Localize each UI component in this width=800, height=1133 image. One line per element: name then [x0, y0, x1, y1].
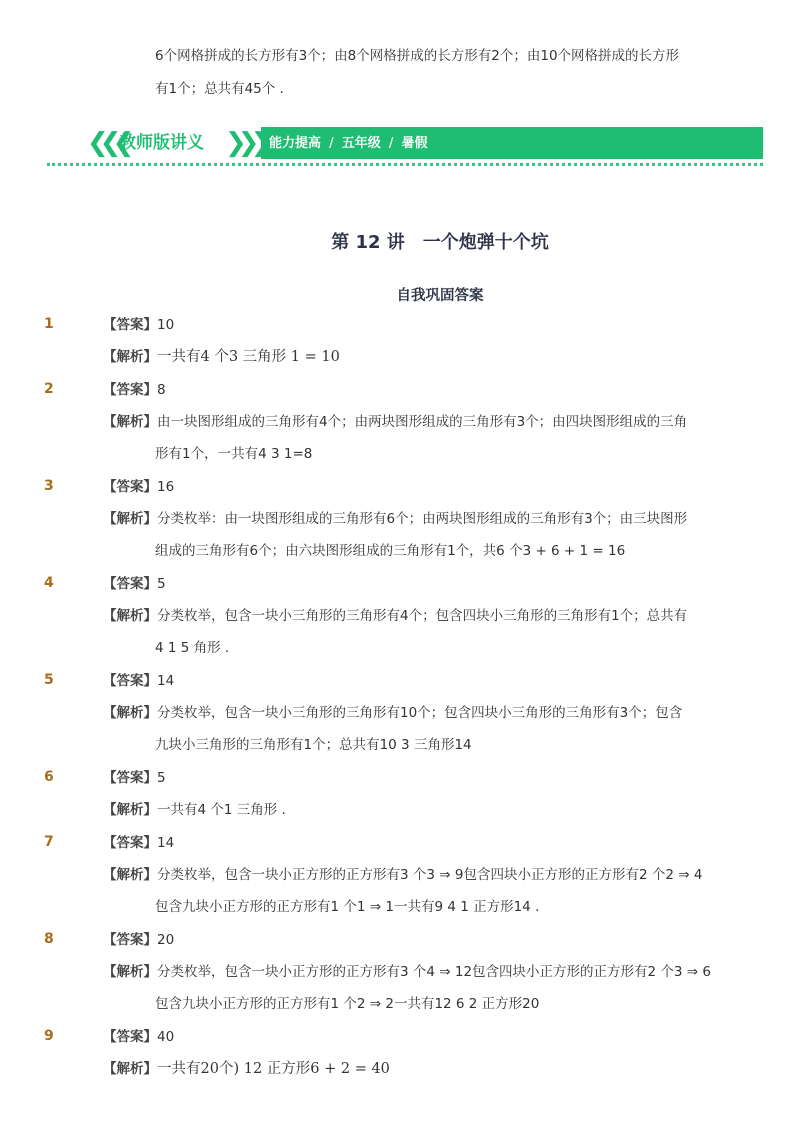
analysis-continuation: 九块小三角形的三角形有1个；总共有10 3 三角形14 [155, 737, 472, 753]
analysis-row [103, 956, 723, 988]
double-chevron-right-icon: ❯❯❯ [225, 128, 264, 158]
answer-tag: 【答案】 [103, 317, 157, 333]
analysis-text: 分类枚举，包含一块小正方形的正方形有3 个3 ⇒ 9包含四块小正方形的正方形有2 个2 ⇒ 4 [157, 867, 703, 883]
analysis-tag: 【解析】 [103, 349, 157, 365]
answer-value: 5 [157, 770, 166, 786]
question-number: 2 [44, 381, 54, 397]
answer-row [103, 309, 723, 341]
analysis-tag: 【解析】 [103, 705, 157, 721]
breadcrumb-separator: / [329, 136, 334, 151]
intro-line-1: 6个网格拼成的长方形有3个；由8个网格拼成的长方形有2个；由10个网格拼成的长方形 [155, 48, 680, 64]
section-title: 自我巩固答案 [396, 288, 484, 304]
breadcrumb [269, 135, 428, 153]
analysis-text: 分类枚举，包含一块小三角形的三角形有4个；包含四块小三角形的三角形有1个；总共有 [157, 608, 688, 624]
analysis-tag: 【解析】 [103, 1061, 157, 1077]
question-number: 5 [44, 672, 54, 688]
analysis-row [103, 1053, 723, 1085]
answer-tag: 【答案】 [103, 1029, 157, 1045]
analysis-continuation: 4 1 5 角形 . [155, 640, 230, 656]
analysis-tag: 【解析】 [103, 511, 157, 527]
answer-row [103, 827, 723, 859]
answer-tag: 【答案】 [103, 770, 157, 786]
banner-brand: 教师版讲义 [119, 133, 204, 153]
analysis-text: 一共有4 个1 三角形 . [157, 802, 286, 818]
answer-value: 20 [157, 932, 175, 948]
answer-tag: 【答案】 [103, 576, 157, 592]
question-number: 6 [44, 769, 54, 785]
breadcrumb-item: 暑假 [401, 136, 428, 151]
answer-value: 10 [157, 317, 175, 333]
question-number: 4 [44, 575, 54, 591]
answer-row [103, 1021, 723, 1053]
analysis-continuation: 包含九块小正方形的正方形有1 个1 ⇒ 1一共有9 4 1 正方形14 . [155, 899, 540, 915]
analysis-tag: 【解析】 [103, 964, 157, 980]
double-chevron-left-icon: ❮❮❮ [87, 128, 126, 158]
analysis-row [103, 341, 723, 373]
question-number: 8 [44, 931, 54, 947]
answer-row [103, 471, 723, 503]
analysis-row [103, 503, 723, 535]
answer-value: 14 [157, 835, 175, 851]
answer-tag: 【答案】 [103, 479, 157, 495]
breadcrumb-item: 五年级 [341, 136, 381, 151]
answer-value: 40 [157, 1029, 175, 1045]
analysis-row [103, 794, 723, 826]
analysis-text: 分类枚举：由一块图形组成的三角形有6个；由两块图形组成的三角形有3个；由三块图形 [157, 511, 688, 527]
dotted-divider [47, 163, 763, 166]
header-banner [47, 127, 763, 159]
answer-tag: 【答案】 [103, 835, 157, 851]
analysis-text: 一共有20个) 12 正方形6 + 2 = 40 [157, 1061, 390, 1077]
answer-tag: 【答案】 [103, 673, 157, 689]
answer-value: 16 [157, 479, 175, 495]
answer-row [103, 568, 723, 600]
analysis-tag: 【解析】 [103, 802, 157, 818]
answer-value: 8 [157, 382, 166, 398]
answer-row [103, 924, 723, 956]
analysis-text: 分类枚举，包含一块小三角形的三角形有10个；包含四块小三角形的三角形有3个；包含 [157, 705, 683, 721]
breadcrumb-separator: / [388, 136, 394, 151]
question-number: 9 [44, 1028, 54, 1044]
answer-value: 5 [157, 576, 166, 592]
answer-row [103, 374, 723, 406]
analysis-row [103, 859, 723, 891]
answer-row [103, 665, 723, 697]
question-number: 1 [44, 316, 54, 332]
question-number: 7 [44, 834, 54, 850]
analysis-continuation: 包含九块小正方形的正方形有1 个2 ⇒ 2一共有12 6 2 正方形20 [155, 996, 540, 1012]
analysis-text: 分类枚举，包含一块小正方形的正方形有3 个4 ⇒ 12包含四块小正方形的正方形有2 个3 ⇒ 6 [157, 964, 711, 980]
breadcrumb-item: 能力提高 [269, 136, 322, 151]
lecture-title: 第 12 讲 一个炮弹十个坑 [331, 232, 549, 253]
answer-value: 14 [157, 673, 175, 689]
analysis-text: 由一块图形组成的三角形有4个；由两块图形组成的三角形有3个；由四块图形组成的三角 [157, 414, 688, 430]
analysis-row [103, 697, 723, 729]
intro-line-2: 有1个；总共有45个 . [155, 81, 284, 97]
answer-tag: 【答案】 [103, 932, 157, 948]
analysis-tag: 【解析】 [103, 414, 157, 430]
analysis-continuation: 形有1个，一共有4 3 1=8 [155, 446, 313, 462]
answer-row [103, 762, 723, 794]
analysis-tag: 【解析】 [103, 867, 157, 883]
analysis-text: 一共有4 个3 三角形 1 = 10 [157, 349, 340, 365]
analysis-continuation: 组成的三角形有6个；由六块图形组成的三角形有1个，共6 个3 + 6 + 1 = 16 [155, 543, 626, 559]
answer-tag: 【答案】 [103, 382, 157, 398]
analysis-row [103, 406, 723, 438]
analysis-tag: 【解析】 [103, 608, 157, 624]
question-number: 3 [44, 478, 54, 494]
analysis-row [103, 600, 723, 632]
intro-paragraph [155, 40, 735, 106]
